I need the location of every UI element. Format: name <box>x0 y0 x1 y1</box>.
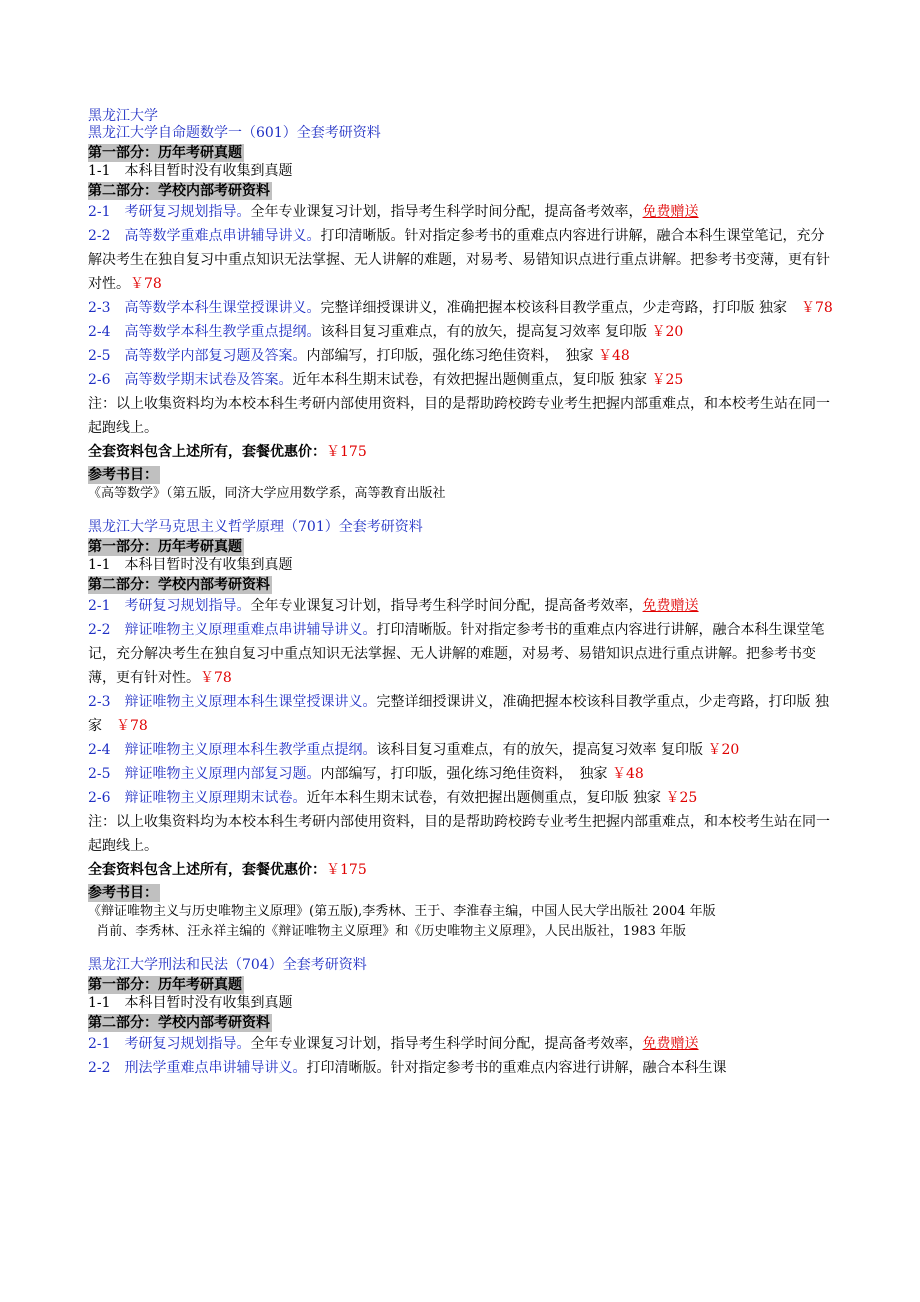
material-item: 2-3 辩证唯物主义原理本科生课堂授课讲义。完整详细授课讲义，准确把握本校该科目教学重点，少走弯路，打印版 独家 ￥78 <box>88 694 829 734</box>
section-philosophy <box>88 518 833 942</box>
part2-heading: 第二部分：学校内部考研资料 <box>88 183 270 199</box>
part1-heading: 第一部分：历年考研真题 <box>88 977 242 993</box>
section-title: 黑龙江大学自命题数学一（601）全套考研资料 <box>88 125 381 141</box>
price-link[interactable]: ￥48 <box>612 766 644 782</box>
price-link[interactable]: ￥20 <box>707 742 740 758</box>
material-item: 2-6 高等数学期末试卷及答案。近年本科生期末试卷，有效把握出题侧重点，复印版 独家 ￥25 <box>88 372 684 388</box>
material-item: 2-3 高等数学本科生课堂授课讲义。完整详细授课讲义，准确把握本校该科目教学重点，少走弯路，打印版 独家 ￥78 <box>88 300 833 316</box>
material-item: 2-2 刑法学重难点串讲辅导讲义。打印清晰版。针对指定参考书的重难点内容进行讲解，融合本科生课 <box>88 1060 727 1076</box>
part1-item: 1-1 本科目暂时没有收集到真题 <box>88 995 293 1011</box>
section-title: 黑龙江大学刑法和民法（704）全套考研资料 <box>88 957 367 973</box>
material-item: 2-5 辩证唯物主义原理内部复习题。内部编写，打印版，强化练习绝佳资料， 独家 ￥48 <box>88 766 644 782</box>
material-item: 2-5 高等数学内部复习题及答案。内部编写，打印版，强化练习绝佳资料， 独家 ￥48 <box>88 348 630 364</box>
section-title: 黑龙江大学马克思主义哲学原理（701）全套考研资料 <box>88 519 423 535</box>
price-link[interactable]: ￥78 <box>130 276 162 292</box>
price-link[interactable]: 免费赠送 <box>642 204 699 220</box>
price-link[interactable]: 免费赠送 <box>642 598 699 614</box>
part2-heading: 第二部分：学校内部考研资料 <box>88 577 270 593</box>
material-item: 2-4 辩证唯物主义原理本科生教学重点提纲。该科目复习重难点，有的放矢，提高复习效率 复印版 ￥20 <box>88 742 740 758</box>
university-name: 黑龙江大学 <box>88 108 158 124</box>
books-heading: 参考书目： <box>88 885 158 901</box>
material-item: 2-1 考研复习规划指导。全年专业课复习计划，指导考生科学时间分配，提高备考效率，免费赠送 <box>88 1036 699 1052</box>
price-link[interactable]: ￥25 <box>651 372 684 388</box>
reference-book: 《辩证唯物主义与历史唯物主义原理》(第五版),李秀林、王于、李淮春主编，中国人民大学出版社 2004 年版 <box>88 904 716 919</box>
material-item: 2-2 高等数学重难点串讲辅导讲义。打印清晰版。针对指定参考书的重难点内容进行讲解，融合本科生课堂笔记，充分解决考生在独自复习中重点知识无法掌握、无人讲解的难题，对易考、易错知识点进行重点讲解。把参考书变薄，更有针对性。￥78 <box>88 228 830 292</box>
section-law <box>88 956 833 1080</box>
reference-book: 《高等数学》（第五版，同济大学应用数学系，高等教育出版社 <box>88 486 446 501</box>
part1-heading: 第一部分：历年考研真题 <box>88 145 242 161</box>
document-body <box>88 108 833 1080</box>
part1-heading: 第一部分：历年考研真题 <box>88 539 242 555</box>
price-link[interactable]: ￥78 <box>801 300 833 316</box>
reference-book: 肖前、李秀林、汪永祥主编的《辩证唯物主义原理》和《历史唯物主义原理》，人民出版社，1983 年版 <box>88 924 686 939</box>
part2-heading: 第二部分：学校内部考研资料 <box>88 1015 270 1031</box>
package-price: 全套资料包含上述所有，套餐优惠价：￥175 <box>88 444 367 460</box>
material-item: 2-6 辩证唯物主义原理期末试卷。近年本科生期末试卷，有效把握出题侧重点，复印版 独家 ￥25 <box>88 790 698 806</box>
material-item: 2-4 高等数学本科生教学重点提纲。该科目复习重难点，有的放矢，提高复习效率 复印版 ￥20 <box>88 324 684 340</box>
price-link[interactable]: ￥48 <box>598 348 630 364</box>
material-item: 2-1 考研复习规划指导。全年专业课复习计划，指导考生科学时间分配，提高备考效率，免费赠送 <box>88 598 699 614</box>
books-heading: 参考书目： <box>88 467 158 483</box>
note: 注：以上收集资料均为本校本科生考研内部使用资料，目的是帮助跨校跨专业考生把握内部重难点，和本校考生站在同一起跑线上。 <box>88 814 830 854</box>
price-link[interactable]: ￥78 <box>200 670 232 686</box>
price-link[interactable]: 免费赠送 <box>642 1036 699 1052</box>
note: 注：以上收集资料均为本校本科生考研内部使用资料，目的是帮助跨校跨专业考生把握内部重难点，和本校考生站在同一起跑线上。 <box>88 396 830 436</box>
material-item: 2-2 辩证唯物主义原理重难点串讲辅导讲义。打印清晰版。针对指定参考书的重难点内容进行讲解，融合本科生课堂笔记，充分解决考生在独自复习中重点知识无法掌握、无人讲解的难题，对易考、易错知识点进行重点讲解。把参考书变薄，更有针对性。￥78 <box>88 622 825 686</box>
part1-item: 1-1 本科目暂时没有收集到真题 <box>88 557 293 573</box>
section-math <box>88 124 833 504</box>
price-link[interactable]: ￥78 <box>116 718 148 734</box>
price-link[interactable]: ￥20 <box>651 324 684 340</box>
price-link[interactable]: ￥25 <box>665 790 698 806</box>
part1-item: 1-1 本科目暂时没有收集到真题 <box>88 163 293 179</box>
material-item: 2-1 考研复习规划指导。全年专业课复习计划，指导考生科学时间分配，提高备考效率，免费赠送 <box>88 204 699 220</box>
package-price: 全套资料包含上述所有，套餐优惠价：￥175 <box>88 862 367 878</box>
